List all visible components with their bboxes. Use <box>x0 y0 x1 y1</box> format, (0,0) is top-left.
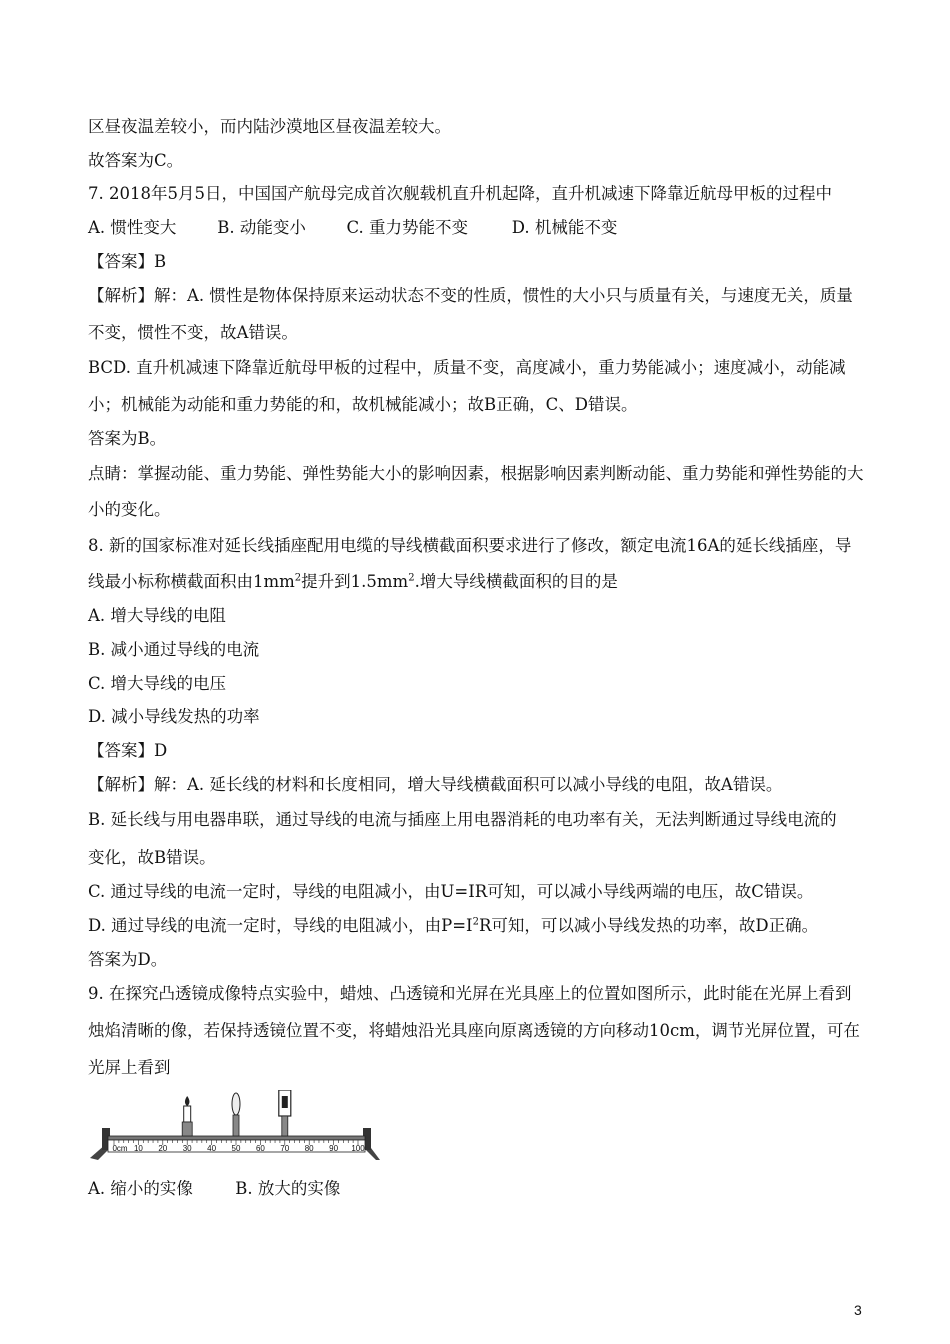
scale-label: 10 <box>133 1144 143 1153</box>
q8-superscript-1: 2 <box>294 572 302 584</box>
q8-stem-2b: 提升到1.5mm <box>301 572 409 591</box>
scale-label: 20 <box>158 1144 168 1153</box>
q8-explanation-1: 【解析】解：A. 延长线的材料和长度相同，增大导线横截面积可以减小导线的电阻，故A错误。 <box>88 775 783 794</box>
q7-options <box>88 218 617 238</box>
line-l1: 区昼夜温差较小，而内陆沙漠地区昼夜温差较大。 <box>88 117 451 136</box>
q8-stem-2a: 线最小标称横截面积由1mm <box>88 572 295 591</box>
q8-explanation-3: 变化，故B错误。 <box>88 848 216 867</box>
q8-explanation-2: B. 延长线与用电器串联，通过导线的电流与插座上用电器消耗的电功率有关，无法判断通过导线电流的 <box>88 810 837 829</box>
q7-explanation-4: 小；机械能为动能和重力势能的和，故机械能减小；故B正确，C、D错误。 <box>88 395 638 414</box>
q8-stem-2c: .增大导线横截面积的目的是 <box>414 572 618 591</box>
q9-options <box>88 1179 340 1199</box>
q8-stem-2 <box>88 572 618 592</box>
light-screen <box>279 1090 291 1136</box>
q7-option-a: A. 惯性变大 <box>88 218 177 237</box>
q7-explanation-5: 答案为B。 <box>88 429 167 448</box>
q7-explanation-1: 【解析】解：A. 惯性是物体保持原来运动状态不变的性质，惯性的大小只与质量有关，与速度无关，质量 <box>88 286 853 305</box>
convex-lens <box>232 1093 240 1136</box>
scale-label: 90 <box>329 1144 339 1153</box>
q8-stem-1: 8. 新的国家标准对延长线插座配用电缆的导线横截面积要求进行了修改，额定电流16A的延长线插座，导 <box>88 536 852 555</box>
optical-bench-svg <box>88 1090 388 1170</box>
q8-option-b: B. 减小通过导线的电流 <box>88 640 260 659</box>
scale-label: 40 <box>207 1144 217 1153</box>
candle-body <box>184 1106 191 1122</box>
q9-stem-1: 9. 在探究凸透镜成像特点实验中，蜡烛、凸透镜和光屏在光具座上的位置如图所示，此时能在光屏上看到 <box>88 984 852 1003</box>
scale-label: 100 <box>351 1144 365 1153</box>
scale-label: 0cm <box>112 1144 128 1153</box>
q8-explanation-5b: R可知，可以减小导线发热的功率，故D正确。 <box>478 916 819 935</box>
q9-option-b: B. 放大的实像 <box>235 1179 341 1198</box>
q8-explanation-5a: D. 通过导线的电流一定时，导线的电阻减小，由P=I <box>88 916 473 935</box>
page-number: 3 <box>854 1302 862 1318</box>
q9-option-a: A. 缩小的实像 <box>88 1179 193 1198</box>
q8-explanation-5 <box>88 916 818 936</box>
q9-stem-3: 光屏上看到 <box>88 1058 171 1077</box>
scale-label: 70 <box>280 1144 290 1153</box>
scale-label: 30 <box>182 1144 192 1153</box>
scale-label: 60 <box>255 1144 265 1153</box>
q7-explanation-3: BCD. 直升机减速下降靠近航母甲板的过程中，质量不变，高度减小，重力势能减小；速度减小，动能减 <box>88 358 846 377</box>
q7-option-d: D. 机械能不变 <box>511 218 618 237</box>
candle <box>182 1096 192 1136</box>
lens-body <box>232 1093 240 1115</box>
q9-stem-2: 烛焰清晰的像，若保持透镜位置不变，将蜡烛沿光具座向原离透镜的方向移动10cm，调节光屏位置，可在 <box>88 1021 860 1040</box>
q8-explanation-4: C. 通过导线的电流一定时，导线的电阻减小，由U=IR可知，可以减小导线两端的电压，故C错误。 <box>88 882 814 901</box>
lens-holder <box>233 1115 239 1136</box>
bench-rail-top <box>108 1136 365 1140</box>
candle-holder <box>182 1122 192 1136</box>
candle-flame <box>185 1096 190 1106</box>
screen-holder <box>282 1116 288 1136</box>
q7-stem: 7. 2018年5月5日，中国国产航母完成首次舰载机直升机起降，直升机减速下降靠近航母甲板的过程中 <box>88 184 832 203</box>
q8-option-c: C. 增大导线的电压 <box>88 674 227 693</box>
scale-label: 50 <box>231 1144 241 1153</box>
q8-option-d: D. 减小导线发热的功率 <box>88 707 260 726</box>
q7-option-b: B. 动能变小 <box>217 218 306 237</box>
q7-tip-2: 小的变化。 <box>88 500 171 519</box>
q7-answer: 【答案】B <box>88 252 167 271</box>
q8-superscript-2: 2 <box>408 572 415 584</box>
scale-label: 80 <box>304 1144 314 1153</box>
optical-bench-figure <box>88 1090 388 1170</box>
q7-option-c: C. 重力势能不变 <box>346 218 469 237</box>
q8-answer: 【答案】D <box>88 741 168 760</box>
q7-tip-1: 点睛：掌握动能、重力势能、弹性势能大小的影响因素，根据影响因素判断动能、重力势能和弹性势能的大 <box>88 464 864 483</box>
q7-explanation-2: 不变，惯性不变，故A错误。 <box>88 323 298 342</box>
screen-image <box>282 1096 288 1108</box>
line-l2: 故答案为C。 <box>88 151 184 170</box>
q8-explanation-6: 答案为D。 <box>88 950 168 969</box>
q8-option-a: A. 增大导线的电阻 <box>88 606 226 625</box>
q8-superscript-3: 2 <box>472 916 479 928</box>
